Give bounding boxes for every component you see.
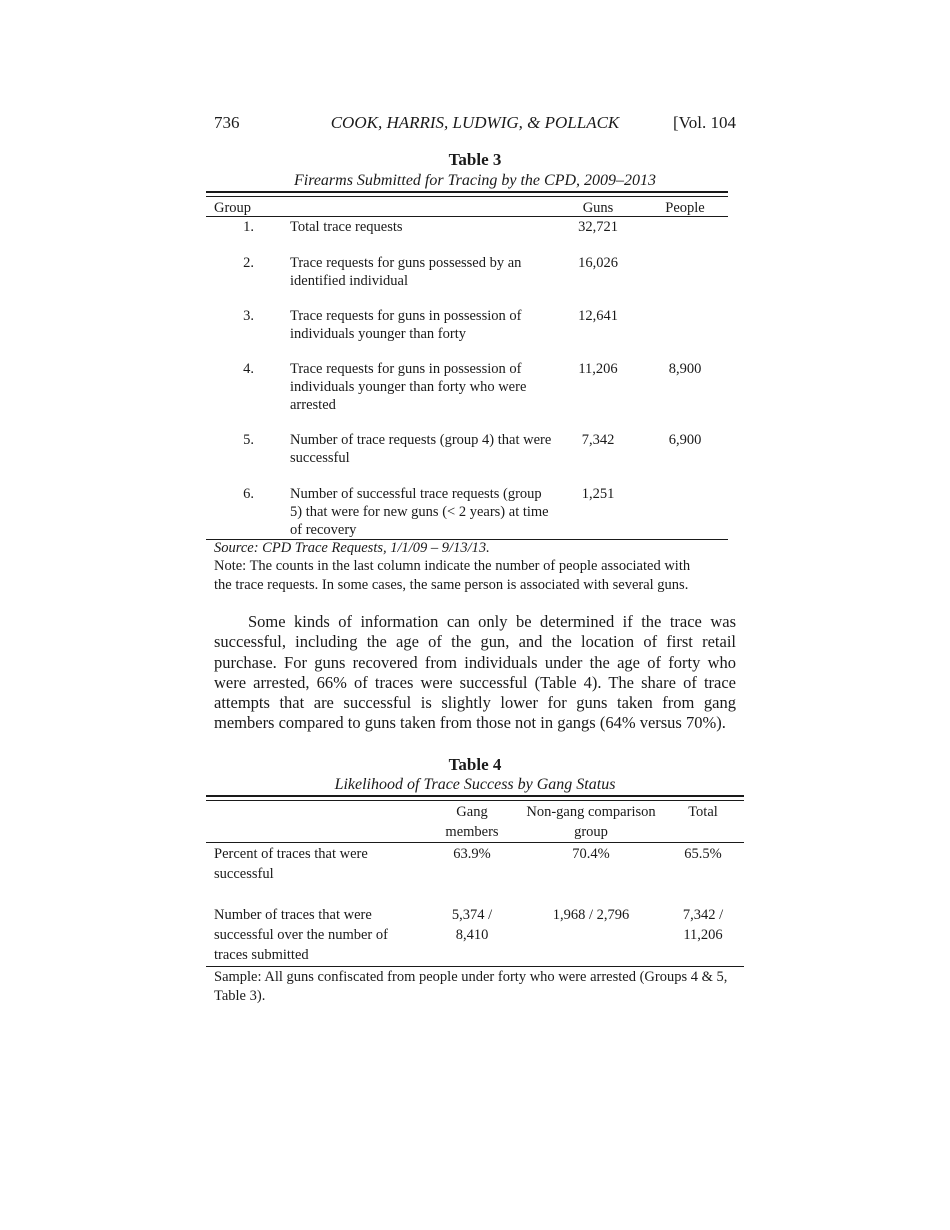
table4-col-gang: Gang members <box>445 804 499 840</box>
table3-col-group: Group <box>214 200 252 216</box>
table4-row-label: Percent of traces that were successful <box>214 846 368 882</box>
table3-row-number: 5. <box>243 432 254 448</box>
table4-row-total: 65.5% <box>684 846 722 862</box>
table4-header-rule <box>206 842 744 843</box>
table4-top-rule-inner <box>206 800 744 801</box>
table3-row-guns: 11,206 <box>578 361 618 377</box>
table4-title: Table 4 <box>448 755 502 774</box>
page-number: 736 <box>214 113 240 132</box>
table4-row-nongang: 1,968 / 2,796 <box>552 907 630 923</box>
table3-top-rule <box>206 191 728 193</box>
table4-sample-note: Sample: All guns confiscated from people under forty who were arrested (Groups 4 & 5, Table 3). <box>214 969 728 1004</box>
table3-row-description: Total trace requests <box>290 219 403 235</box>
table3-row-number: 3. <box>243 308 254 324</box>
table4-row-gang: 63.9% <box>453 846 491 862</box>
table3-row-number: 4. <box>243 361 254 377</box>
table4-top-rule <box>206 795 744 797</box>
running-header-authors: COOK, HARRIS, LUDWIG, & POLLACK <box>330 113 620 132</box>
table3-row-people: 8,900 <box>668 361 702 377</box>
table3-source: Source: CPD Trace Requests, 1/1/09 – 9/13/13. <box>214 540 490 556</box>
table3-row-description: Number of successful trace requests (group 5) that were for new guns (< 2 years) at time of recovery <box>290 486 549 538</box>
table3-note-line-2: the trace requests. In some cases, the same person is associated with several guns. <box>214 577 689 593</box>
table4-row-total: 7,342 / 11,206 <box>682 907 724 943</box>
table4-row-nongang: 70.4% <box>572 846 610 862</box>
body-paragraph: Some kinds of information can only be determined if the trace was successful, including the age of the gun, and the location of first retail purchase. For guns recovered from individuals under the age of forty who were arrested, 66% of traces were successful (Table 4). The share of trace attempts that are successful is slightly lower for guns taken from gang members compared to guns taken from those not in gangs (64% versus 70%). <box>214 612 736 733</box>
table3-row-guns: 32,721 <box>578 219 618 235</box>
table3-col-people: People <box>665 200 705 216</box>
table3-row-guns: 12,641 <box>578 308 618 324</box>
table3-col-guns: Guns <box>582 200 614 216</box>
volume-label: [Vol. 104 <box>673 113 736 132</box>
table3-row-guns: 16,026 <box>578 255 618 271</box>
table4-col-total: Total <box>688 804 718 820</box>
table3-header-rule <box>206 216 728 217</box>
table3-row-description: Trace requests for guns in possession of individuals younger than forty who were arrested <box>290 361 527 413</box>
table3-row-people: 6,900 <box>668 432 702 448</box>
table3-title: Table 3 <box>448 150 502 169</box>
table4-row-label: Number of traces that were successful over the number of traces submitted <box>214 907 388 963</box>
table4-bottom-rule <box>206 966 744 967</box>
table3-row-guns: 1,251 <box>581 486 615 502</box>
table3-row-number: 6. <box>243 486 254 502</box>
table3-top-rule-inner <box>206 196 728 197</box>
table3-subtitle: Firearms Submitted for Tracing by the CPD, 2009–2013 <box>293 172 657 189</box>
table4-col-nongang: Non-gang comparison group <box>526 804 656 840</box>
table3-row-description: Number of trace requests (group 4) that were successful <box>290 432 552 466</box>
table3-row-description: Trace requests for guns in possession of individuals younger than forty <box>290 308 522 342</box>
table4-subtitle: Likelihood of Trace Success by Gang Status <box>334 776 616 793</box>
table3-row-number: 1. <box>243 219 254 235</box>
table3-note-line-1: Note: The counts in the last column indicate the number of people associated with <box>214 558 691 574</box>
table4-row-gang: 5,374 / 8,410 <box>451 907 493 943</box>
table3-row-number: 2. <box>243 255 254 271</box>
table3-row-description: Trace requests for guns possessed by an identified individual <box>290 255 522 289</box>
table3-row-guns: 7,342 <box>581 432 615 448</box>
